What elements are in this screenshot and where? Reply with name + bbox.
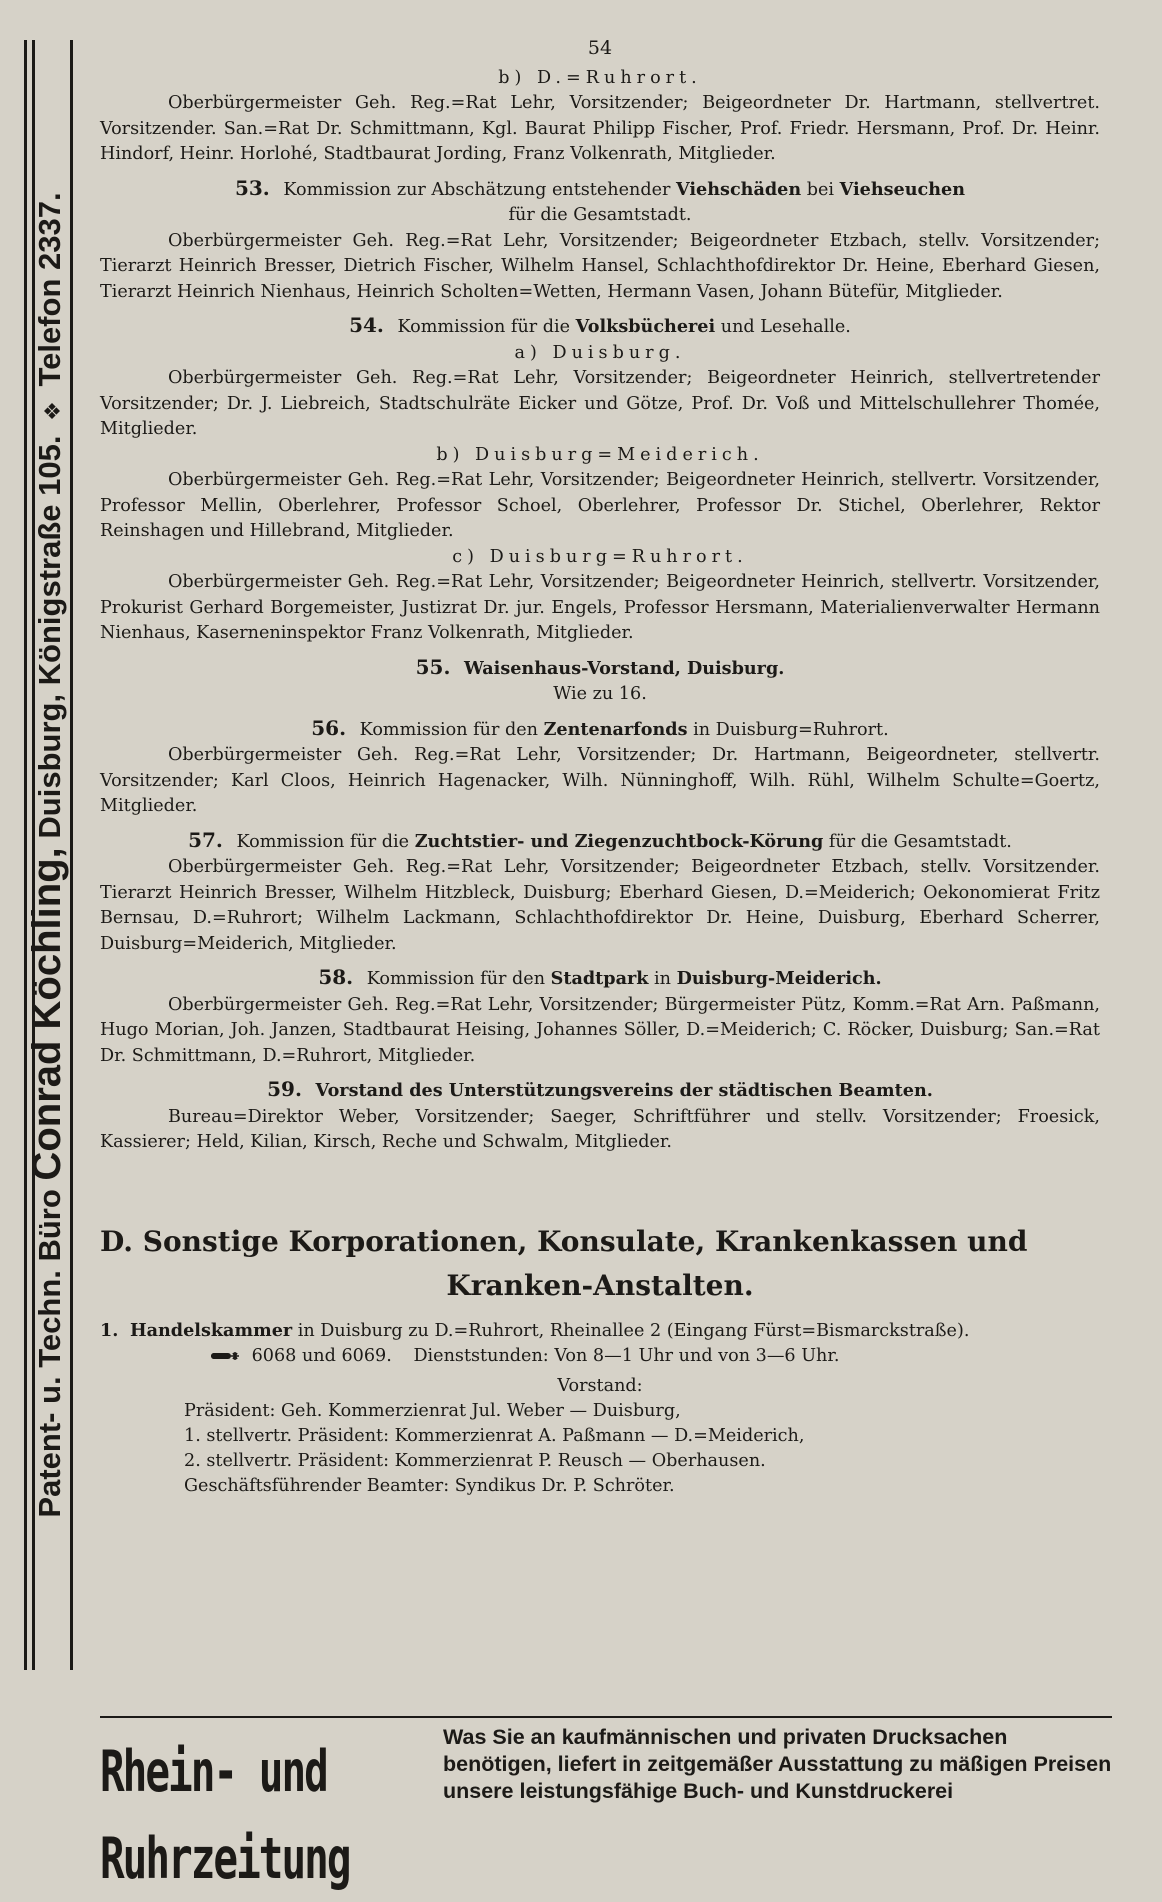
- entry-title-bold: Viehseuchen: [839, 178, 966, 200]
- entry-59-title: [100, 1077, 1100, 1105]
- entry-53-subtitle: für die Gesamtstadt.: [508, 205, 692, 225]
- entry-title-bold: Zentenarfonds: [543, 718, 688, 740]
- entry-55-title: [100, 655, 1100, 683]
- entry-number: 1.: [100, 1319, 119, 1341]
- diamond-separator-icon: ❖: [40, 401, 65, 421]
- paragraph-56: Oberbürgermeister Geh. Reg.=Rat Lehr, Vorsitzender; Dr. Hartmann, Beigeordneter, stellvertr. Vorsitzender; Karl Cloos, Heinrich Hagenacker, Wilh. Nünninghoff, Wilh. Rühl, Wilhelm Schulte=Goertz, Mitglieder.: [100, 745, 1100, 816]
- handelskammer-phones: 6068 und 6069.: [251, 1346, 392, 1366]
- side-name: Conrad Köchling,: [25, 847, 69, 1181]
- ad-text: Was Sie an kaufmännischen und privaten Drucksachen benötigen, liefert in zeitgemäßer Ausstattung zu mäßigen Preisen unsere leistungsfähige Buch- und Kunstdruckerei: [443, 1725, 1112, 1803]
- vertical-ad-text: [22, 55, 72, 1655]
- paragraph-54c: Oberbürgermeister Geh. Reg.=Rat Lehr, Vorsitzender; Beigeordneter Heinrich, stellvertr. Vorsitzender, Prokurist Gerhard Borgemeister, Justizrat Dr. jur. Engels, Professor Hersmann, Materialienverwalter Hermann Nienhaus, Kaserneninspektor Franz Volkenrath, Mitglieder.: [100, 572, 1100, 643]
- board-list: [184, 1399, 1100, 1499]
- side-part1: Patent- u. Techn. Büro: [32, 1189, 67, 1518]
- entry-57-title: [100, 828, 1100, 856]
- section-d-heading: [100, 1220, 1100, 1308]
- page-number: 54: [587, 37, 613, 59]
- telephone-icon: [210, 1350, 240, 1362]
- entry-number: 58.: [318, 965, 354, 989]
- entry-title-bold: Viehschäden: [676, 178, 802, 200]
- board-member: 1. stellvertr. Präsident: Kommerzienrat A. Paßmann — D.=Meiderich,: [184, 1426, 805, 1446]
- entry-title-text: in Duisburg=Ruhrort.: [693, 719, 889, 740]
- entry-title-text: Kommission für die: [397, 317, 571, 337]
- entry-title-bold: Stadtpark: [550, 968, 649, 989]
- entry-title-bold: Vorstand des Unterstützungsvereins der städtischen Beamten.: [315, 1080, 933, 1101]
- entry-title-text: Kommission für den: [359, 719, 538, 740]
- section-d-heading-line1: D. Sonstige Korporationen, Konsulate, Krankenkassen und: [100, 1224, 1028, 1258]
- subheading-52b: b) D.=Ruhrort.: [498, 67, 702, 88]
- entry-number: 55.: [415, 654, 451, 679]
- entry-title-bold: Duisburg-Meiderich.: [676, 968, 882, 989]
- entry-number: 59.: [267, 1077, 302, 1101]
- entry-54-title: [100, 313, 1100, 341]
- subheading-54a: a) Duisburg.: [514, 342, 686, 363]
- vertical-advertisement-band: [18, 40, 76, 1670]
- paragraph-59: Bureau=Direktor Weber, Vorsitzender; Saeger, Schriftführer und stellv. Vorsitzender; Froesick, Kassierer; Held, Kilian, Kirsch, Reche und Schwalm, Mitglieder.: [100, 1106, 1100, 1152]
- entry-title-text: und Lesehalle.: [720, 317, 851, 337]
- paragraph-53: Oberbürgermeister Geh. Reg.=Rat Lehr, Vorsitzender; Beigeordneter Etzbach, stellv. Vorsitzender; Tierarzt Heinrich Bresser, Dietrich Fischer, Wilhelm Hansel, Schlachthofdirektor Dr. Heine, Eberhard Giesen, Tierarzt Heinrich Nienhaus, Heinrich Scholten=Wetten, Hermann Vasen, Johann Bütefür, Mitglieder.: [100, 230, 1100, 302]
- handelskammer-hours: Dienststunden: Von 8—1 Uhr und von 3—6 Uhr.: [413, 1346, 840, 1366]
- board-member: Geschäftsführender Beamter: Syndikus Dr. P. Schröter.: [184, 1476, 675, 1496]
- paragraph-57: Oberbürgermeister Geh. Reg.=Rat Lehr, Vorsitzender; Beigeordneter Etzbach, stellv. Vorsitzender. Tierarzt Heinrich Bresser, Wilhelm Hitzbleck, Duisburg; Eberhard Giesen, D.=Meiderich; Oekonomierat Fritz Bernsau, D.=Ruhrort; Wilhelm Lackmann, Schlachthofdirektor Dr. Heine, Duisburg, Eberhard Scherrer, Duisburg=Meiderich, Mitglieder.: [100, 857, 1100, 954]
- paragraph-58: Oberbürgermeister Geh. Reg.=Rat Lehr, Vorsitzender; Bürgermeister Pütz, Komm.=Rat Arn. Paßmann, Hugo Morian, Joh. Janzen, Stadtbaurat Heising, Johannes Söller, D.=Meiderich; C. Röcker, Duisburg; San.=Rat Dr. Schmittmann, D.=Ruhrort, Mitglieder.: [100, 994, 1100, 1066]
- entry-title-text: bei: [806, 179, 835, 200]
- board-member: 2. stellvertr. Präsident: Kommerzienrat P. Reusch — Oberhausen.: [184, 1451, 766, 1471]
- subheading-54c: c) Duisburg=Ruhrort.: [452, 546, 748, 567]
- entry-title-text: Kommission zur Abschätzung entstehender: [283, 179, 671, 200]
- side-phone: Telefon 2337.: [32, 192, 67, 387]
- board-member: Präsident: Geh. Kommerzienrat Jul. Weber — Duisburg,: [184, 1401, 681, 1421]
- page-content: [100, 36, 1100, 1499]
- section-d-heading-line2: Kranken-Anstalten.: [446, 1268, 754, 1302]
- entry-title-bold: Zuchtstier- und Ziegenzuchtbock-Körung: [414, 830, 824, 852]
- board-heading: Vorstand:: [557, 1375, 643, 1396]
- entry-number: 56.: [311, 715, 347, 740]
- entry-title-text: in: [654, 969, 672, 989]
- entry-title-text: Kommission für den: [366, 969, 546, 989]
- entry-title-bold: Volksbücherei: [575, 316, 716, 337]
- entry-number: 53.: [234, 175, 270, 200]
- subheading-54b: b) Duisburg=Meiderich.: [436, 444, 764, 465]
- handelskammer-title: Handelskammer: [129, 1319, 293, 1341]
- entry-number: 57.: [188, 827, 223, 852]
- entry-title-text: Kommission für die: [236, 831, 410, 852]
- entry-number: 54.: [349, 313, 384, 337]
- handelskammer-address: in Duisburg zu D.=Ruhrort, Rheinallee 2 (Eingang Fürst=Bismarckstraße).: [297, 1320, 970, 1341]
- newspaper-advertisement: [100, 1716, 1112, 1892]
- entry-title-bold: Waisenhaus-Vorstand, Duisburg.: [464, 657, 785, 679]
- paragraph-55: Wie zu 16.: [553, 684, 647, 704]
- handelskammer-entry: [100, 1318, 1100, 1500]
- entry-title-text: für die Gesamtstadt.: [828, 831, 1012, 852]
- side-address: Duisburg, Königstraße 105.: [32, 435, 67, 839]
- paragraph-54b: Oberbürgermeister Geh. Reg.=Rat Lehr, Vorsitzender; Beigeordneter Heinrich, stellvertr. Vorsitzender, Professor Mellin, Oberlehrer, Professor Schoel, Oberlehrer, Professor Dr. Stichel, Oberlehrer, Rektor Reinshagen und Hillebrand, Mitglieder.: [100, 470, 1100, 541]
- paragraph-54a: Oberbürgermeister Geh. Reg.=Rat Lehr, Vorsitzender; Beigeordneter Heinrich, stellvertretender Vorsitzender; Dr. J. Liebreich, Stadtschulräte Eicker und Götze, Prof. Dr. Voß und Mittelschullehrer Thomée, Mitglieder.: [100, 368, 1100, 439]
- entry-53-title: [100, 176, 1100, 204]
- entry-58-title: [100, 965, 1100, 993]
- entry-56-title: [100, 716, 1100, 744]
- ad-brand-name: Rhein- und Ruhrzeitung: [100, 1737, 350, 1892]
- paragraph-52b: Oberbürgermeister Geh. Reg.=Rat Lehr, Vorsitzender; Beigeordneter Dr. Hartmann, stellvertret. Vorsitzender. San.=Rat Dr. Schmittmann, Kgl. Baurat Philipp Fischer, Prof. Friedr. Hersmann, Prof. Dr. Heinr. Hindorf, Heinr. Horlohé, Stadtbaurat Jording, Franz Volkenrath, Mitglieder.: [100, 93, 1100, 164]
